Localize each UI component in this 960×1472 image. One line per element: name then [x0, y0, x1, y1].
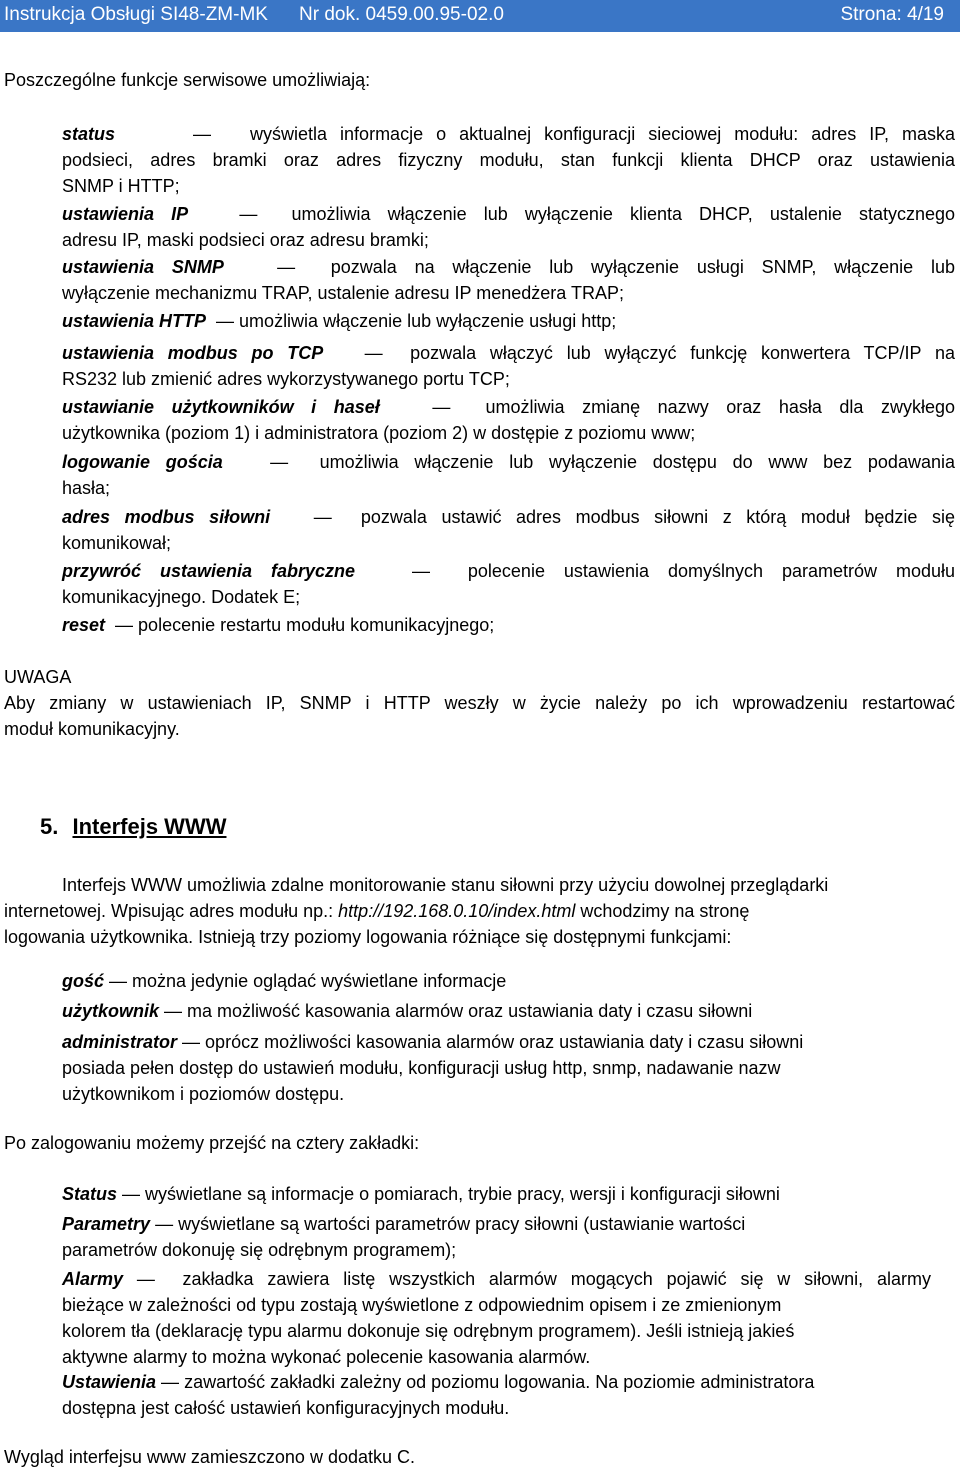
function-term: adres modbus siłowni [62, 507, 271, 527]
function-term: logowanie gościa [62, 452, 223, 472]
level-term: administrator [62, 1032, 178, 1052]
level-item-admin: administrator — oprócz możliwości kasowania alarmów oraz ustawiania daty i czasu siłowni posiada pełen dostęp do ustawień modułu, konfiguracji usług http, snmp, nadawanie nazw użytkownikom i poziomów dostępu. [62, 1032, 804, 1104]
footer-note: Wygląd interfejsu www zamieszczono w dodatku C. [4, 1447, 416, 1467]
tab-term: Ustawienia [62, 1372, 157, 1392]
function-term: ustawienia SNMP [62, 257, 224, 277]
module-url: http://192.168.0.10/index.html [338, 901, 576, 921]
function-item-status: status — wyświetla informacje o aktualnej konfiguracji sieciowej modułu: adres IP, maska podsieci, adres bramki oraz adres fizyczny modułu, stan funkcji klienta DHCP oraz ustawienia SNMP i HTTP; [62, 124, 955, 196]
section-paragraph: internetowej. Wpisując adres modułu np.: http://192.168.0.10/index.html wchodzimy na stronę logowania użytkownika. Istnieją trzy poziomy logowania różniące się dostępnymi funkcjami: [4, 901, 750, 947]
function-item-guest: logowanie gościa — umożliwia włączenie lub wyłączenie dostępu do www bez podawania hasła; [62, 452, 955, 498]
warning-note: UWAGA Aby zmiany w ustawieniach IP, SNMP i HTTP weszły w życie należy po ich wprowadzeniu restartować moduł komunikacyjny. [4, 664, 955, 742]
function-term: ustawienia modbus po TCP [62, 343, 324, 363]
tab-term: Parametry [62, 1214, 151, 1234]
page-header [0, 0, 960, 32]
level-term: użytkownik [62, 1001, 160, 1021]
level-item-guest: gość — można jedynie oglądać wyświetlane informacje [62, 971, 507, 991]
warning-title: UWAGA [4, 667, 72, 687]
function-term: status [62, 124, 116, 144]
tab-item-status: Status — wyświetlane są informacje o pomiarach, trybie pracy, wersji i konfiguracji siłowni [62, 1184, 780, 1204]
function-item-ip: ustawienia IP — umożliwia włączenie lub wyłączenie klienta DHCP, ustalenie statycznego adresu IP, maski podsieci oraz adresu bramki; [62, 204, 955, 250]
function-term: reset [62, 615, 106, 635]
functions-intro: Poszczególne funkcje serwisowe umożliwiają: [4, 70, 371, 90]
function-term: ustawienia HTTP [62, 311, 207, 331]
function-term: przywróć ustawienia fabryczne [62, 561, 356, 581]
function-item-http: ustawienia HTTP — umożliwia włączenie lub wyłączenie usługi http; [62, 311, 617, 331]
section-heading [40, 814, 226, 840]
tab-item-alarms: Alarmy — zakładka zawiera listę wszystkich alarmów mogących pojawić się w siłowni, alarmy bieżące w zależności od typu zostają wyświetlone z odpowiednim opisem i ze zmienionym kolorem tła (deklarację typu alarmu dokonuje się odrębnym programem). Jeśli istnieją jakieś aktywne alarmy to można wykonać polecenie kasowania alarmów. [62, 1269, 931, 1367]
tab-item-settings: Ustawienia — zawartość zakładki zależny od poziomu logowania. Na poziomie administratora dostępna jest całość ustawień konfiguracyjnych modułu. [62, 1372, 815, 1418]
section-paragraph-line-1: Interfejs WWW umożliwia zdalne monitorowanie stanu siłowni przy użyciu dowolnej przeglądarki [62, 875, 829, 895]
function-term: ustawienia IP [62, 204, 189, 224]
function-item-users: ustawianie użytkowników i haseł — umożliwia zmianę nazwy oraz hasła dla zwykłego użytkownika (poziom 1) i administratora (poziom 2) w dostępie z poziomu www; [62, 397, 956, 443]
level-item-user: użytkownik — ma możliwość kasowania alarmów oraz ustawiania daty i czasu siłowni [62, 1001, 753, 1021]
function-item-modbus-tcp: ustawienia modbus po TCP — pozwala włączyć lub wyłączyć funkcję konwertera TCP/IP na RS232 lub zmienić adres wykorzystywanego portu TCP; [62, 343, 955, 389]
tab-term: Alarmy [62, 1269, 124, 1289]
document-title: Instrukcja Obsługi SI48-ZM-MK [4, 4, 268, 25]
tab-item-parameters: Parametry — wyświetlane są wartości parametrów pracy siłowni (ustawianie wartości parametrów dokonuję się odrębnym programem); [62, 1214, 746, 1260]
document-number: Nr dok. 0459.00.95-02.0 [299, 4, 504, 25]
page-number: Strona: 4/19 [840, 4, 944, 25]
function-item-factory-reset: przywróć ustawienia fabryczne — polecenie ustawienia domyślnych parametrów modułu komunikacyjnego. Dodatek E; [62, 561, 955, 607]
tabs-intro: Po zalogowaniu możemy przejść na cztery zakładki: [4, 1133, 420, 1153]
level-term: gość [62, 971, 105, 991]
function-item-snmp: ustawienia SNMP — pozwala na włączenie lub wyłączenie usługi SNMP, włączenie lub wyłączenie mechanizmu TRAP, ustalenie adresu IP menedżera TRAP; [62, 257, 955, 303]
section-title: Interfejs WWW [72, 814, 227, 839]
tab-term: Status [62, 1184, 118, 1204]
function-item-modbus-address: adres modbus siłowni — pozwala ustawić adres modbus siłowni z którą moduł będzie się komunikował; [62, 507, 955, 553]
function-item-reset: reset — polecenie restartu modułu komunikacyjnego; [62, 615, 495, 635]
function-term: ustawianie użytkowników i haseł [62, 397, 380, 417]
section-number: 5. [40, 814, 59, 839]
